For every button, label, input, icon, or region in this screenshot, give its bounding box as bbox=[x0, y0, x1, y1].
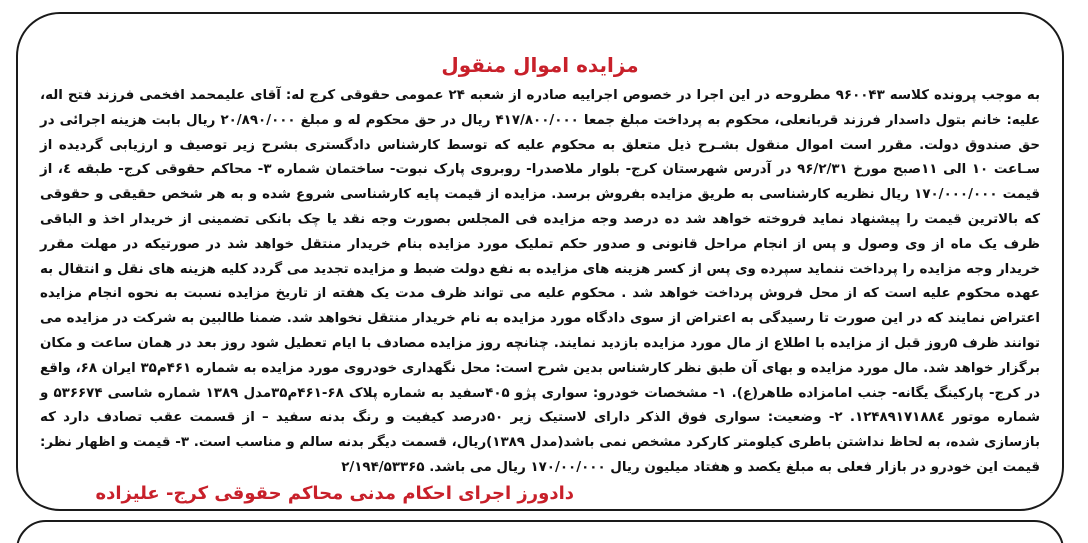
notice-signature: دادورز اجرای احکام مدنی محاکم حقوقی کرج- علیزاده bbox=[95, 483, 574, 504]
notice-box bbox=[16, 12, 1064, 511]
notice-body: به موجب پرونده کلاسه ۹۶۰۰۴۳ مطروحه در این اجرا در خصوص اجراییه صادره از شعبه ۲۴ عمومی حقوقی کرج له: آقای علیمحمد افخمی فرزند فتح اله، علیه: خانم بتول داسدار فرزند قربانعلی، محکوم به پرداخت مبلغ جمعا ۴۱۷/۸۰۰/۰۰۰ ریال در حق محکوم له و مبلغ ۲۰/۸۹۰/۰۰۰ ریال بابت هزینه اجرائی در حق صندوق دولت. مقرر است اموال منقول بشـرح ذیل متعلق به محکوم علیه که توسط کارشناس دادگستری بشرح زیر توصیف و ارزیابی گردیده از سـاعت ۱۰ الی ۱۱صبح مورخ ۹۶/۲/۳۱ در آدرس شهرستان کرج- بلوار ملاصدرا- روبروی پارک نبوت- ساختمان شماره ۳- محاکم حقوقی کرج- طبقه ٤، از قیمت ۱۷۰/۰۰۰/۰۰۰ ریال نظریه کارشناسی به طریق مزایده بفروش برسد. مزایده از قیمت پایه کارشناسی شروع شده و به هر شخص حقیقی و حقوقی که بالاترین قیمت را پیشنهاد نماید فروخته خواهد شد ده درصد وجه مزایده فی المجلس بصورت وجه نقد یا چک بانکی تضمینی از خریدار اخذ و الباقی ظرف یک ماه از وی وصول و پس از انجام مراحل قانونی و صدور حکم تملیک مورد مزایده بنام خریدار منتقل خواهد شد در صورتیکه در مهلت مقرر خریدار وجه مزایده را پرداخت ننماید سپرده وی پس از کسر هزینه های مزایده به نفع دولت ضبط و مزایده تجدید می گردد کلیه هزینه های نقل و انتقال به عهده محکوم علیه است که از محل فروش پرداخت خواهد شد . محکوم علیه می تواند ظرف مدت یک هفته از تاریخ مزایده نسبت به نحوه انجام مزایده اعتراض نمایند که در این صورت تا رسیدگی به اعتراض از سوی دادگاه مورد مزایده به نام خریدار منتقل نخواهد شد. ضمنا طالبین به شرکت در مزایده می توانند ظرف ۵روز قبل از مزایده با اطلاع از مال مورد مزایده بازدید نمایند. چنانچه روز مزایده مصادف با ایام تعطیل شود روز بعد در همان ساعت و مکان برگزار خواهد شد. مال مورد مزایده و بهای آن طبق نظر کارشناس بدین شرح است: محل نگهداری خودروی مورد مزایده به شماره ۴۶۱م۳۵ ایران ۶۸، واقع در کرج- پارکینگ یگانه- جنب امامزاده طاهر(ع). ۱- مشخصات خودرو: سواری پژو ۴۰۵سفید به شماره پلاک ۶۸-۴۶۱م۳۵مدل ۱۳۸۹ شماره شاسی ۵۳۶۶۷۴ و شماره موتور ۱۲۴۸۹۱۷۱۸۸٤. ۲- وضعیت: سواری فوق الذکر دارای لاستیک زیر ۵۰درصد کیفیت و رنگ بدنه سفید – از قسمت عقب تصادف دارد که بازسازی شده، به لحاظ نداشتن باطری کیلومتر کارکرد مشخص نمی باشد(مدل ۱۳۸۹)ریال، قسمت دیگر بدنه سالم و مناسب است. ۳- قیمت و اظهار نظر: قیمت این خودرو در بازار فعلی به مبلغ یکصد و هفتاد میلیون ریال ۱۷۰/۰۰/۰۰۰ ریال می باشد. ۲/۱۹۴/۵۳۳۶۵ bbox=[40, 88, 1041, 475]
notice-title: مزایده اموال منقول bbox=[441, 53, 639, 77]
next-notice-box bbox=[16, 520, 1064, 543]
